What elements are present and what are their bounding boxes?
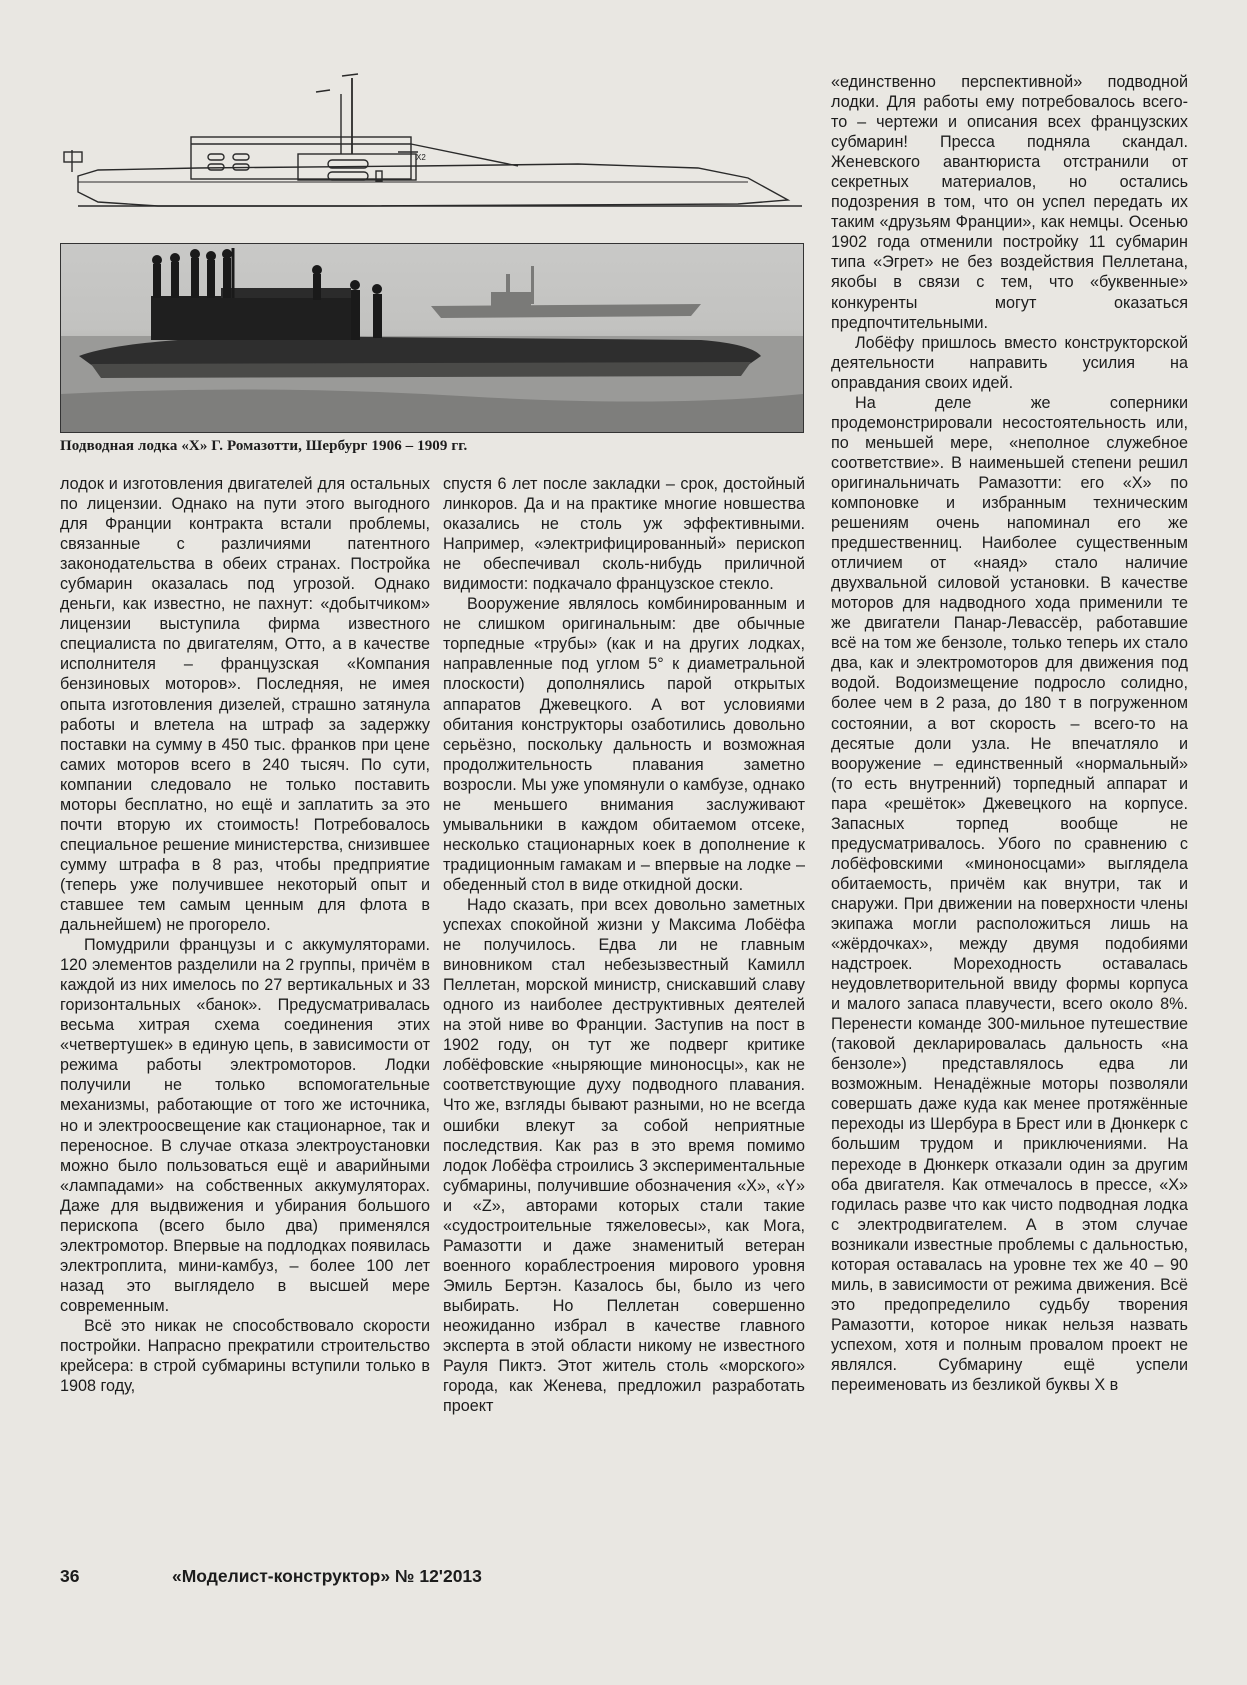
drawing-label: X2 xyxy=(416,153,426,162)
paragraph: лодок и изготовления двигателей для остальных по лицензии. Однако на пути этого выгодного для Франции контракта встали проблемы, связанные с различиями патентного законодательства в обеих странах. Постройка субмарин оказалась под угрозой. Однако деньги, как известно, не пахнут: «добытчиком» лицензии выступила фирма известного специалиста по двигателям, Отто, а в качестве исполнителя – французская «Компания бензиновых моторов». Последняя, не имея опыта изготовления дизелей, страшно затянула работы и влетела на штраф за задержку поставки на сумму в 450 тыс. франков при цене самих моторов всего в 240 тысяч. По сути, компании следовало не только поставить моторы бесплатно, но ещё и заплатить за это почти вторую их стоимость! Потребовалось специальное решение министерства, снизившее сумму штрафа в 8 раз, чтобы предприятие (теперь уже получившее некоторый опыт и ставшее тем самым ценным для флота в дальнейшем) не прогорело. xyxy=(60,475,430,935)
page-number: 36 xyxy=(60,1566,80,1586)
paragraph: спустя 6 лет после закладки – срок, достойный линкоров. Да и на практике многие новшества оказались не столь уж эффективными. Например, «электрифицированный» перископ не обеспечивал сколь-нибудь приличной видимости: подкачало французское стекло. xyxy=(443,475,805,594)
paragraph: «единственно перспективной» подводной лодки. Для работы ему потребовалось всего-то – чертежи и описания всех французских субмарин! Пресса подняла скандал. Женевского авантюриста отстранили от секретных материалов, но остались подозрения в том, что он успел передать их таким «друзьям Франции», как немцы. Осенью 1902 года отменили постройку 11 субмарин типа «Эгрет» не без воздействия Пеллетана, якобы в связи с тем, что «буквенные» конкуренты могут оказаться предпочтительными. xyxy=(831,73,1188,332)
submarine-elevation-drawing xyxy=(58,72,802,232)
figure-caption: Подводная лодка «Х» Г. Ромазотти, Шербург 1906 – 1909 гг. xyxy=(60,438,468,454)
paragraph: На деле же соперники продемонстрировали несостоятельность или, по меньшей мере, «неполное служебное соответствие». В наименьшей степени решил оригинальничать Рамазотти: его «X» по компоновке и избранным техническим решениям очень напоминал его же предшественниц. Наиболее существенным отличием от «наяд» стало наличие двухвальной силовой установки. В качестве моторов для надводного хода применили те же двигатели Панар-Левассёр, работавшие всё на том же бензоле, только теперь их стало два, как и электромоторов для движения под водой. Водоизмещение подросло солидно, более чем в 2 раза, до 180 т в погруженном состоянии, а вот скорость – всего-то на десятые доли узла. Не впечатляло и вооружение – единственный «нормальный» (то есть внутренний) торпедный аппарат и пара «решёток» Джевецкого на корпусе. Запасных торпед вообще не предусматривалось. Убого по сравнению с лобёфовскими «миноносцами» выглядела обитаемость, причём как внутри, так и снаружи. При движении на поверхности члены экипажа могли расположиться лишь на «жёрдочках», между двумя подобиями надстроек. Мореходность оставалась неудовлетворительной ввиду формы корпуса и малого запаса плавучести, всего около 8%. Перенести команде 300-мильное путешествие (таковой декларировалась дальность «на бензоле») представлялось едва ли возможным. Ненадёжные моторы позволяли совершать даже куда как менее протяжённые переходы из Шербура в Брест или в Дюнкерк с большим трудом и приключениями. На переходе в Дюнкерк отказали один за другим оба двигателя. Как отмечалось в прессе, «X» годилась разве что как чисто подводная лодка с электродвигателем. А в этом случае возникали известные проблемы с дальностью, которая оставалась на уровне тех же 40 – 90 миль, в зависимости от режима движения. Всё это предопределило судьбу творения Рамазотти, которое никак нельзя назвать успехом, хотя и полным провалом проект не являлся. Субмарину ещё успели переименовать из безликой буквы X в xyxy=(831,393,1188,1395)
text-column-1 xyxy=(60,474,430,1634)
paragraph: Лобёфу пришлось вместо конструкторской деятельности направить усилия на оправдания своих идей. xyxy=(831,333,1188,392)
submarine-photo xyxy=(60,243,804,433)
paragraph: Всё это никак не способствовало скорости постройки. Напрасно прекратили строительство крейсера: в строй субмарины вступили только в 1908 году, xyxy=(60,1316,430,1396)
text-column-2 xyxy=(443,474,805,1634)
magazine-issue: «Моделист-конструктор» № 12'2013 xyxy=(172,1566,482,1586)
paragraph: Помудрили французы и с аккумуляторами. 120 элементов разделили на 2 группы, причём в каждой из них имелось по 27 вертикальных и 33 горизонтальных «банок». Предусматривалась весьма хитрая схема соединения этих «четвертушек» в единую цепь, в зависимости от режима работы электромоторов. Лодки получили не только вспомогательные механизмы, работающие от того же источника, но и электроосвещение как стационарное, так и переносное. В случае отказа электроустановки можно было пользоваться ещё и аварийными «лампадами» на собственных аккумуляторах. Даже для выдвижения и убирания большого перископа (всего было два) применялся электромотор. Впервые на подлодках появилась электроплита, мини-камбуз, – более 100 лет назад это выглядело в высшей мере современным. xyxy=(60,936,430,1315)
paragraph: Вооружение являлось комбинированным и не слишком оригинальным: две обычные торпедные «трубы» (как и на других лодках, направленные под углом 5° к диаметральной плоскости) дополнялись парой открытых аппаратов Джевецкого. А вот условиями обитания конструкторы озаботились довольно серьёзно, поскольку дальность и возможная продолжительность плавания заметно возросли. Мы уже упомянули о камбузе, однако не меньшего внимания заслуживают умывальники в каждом обитаемом отсеке, несколько стационарных коек в дополнение к традиционным гамакам и – впервые на лодке – обеденный стол в виде откидной доски. xyxy=(443,595,805,894)
text-column-3 xyxy=(831,72,1188,1634)
paragraph: Надо сказать, при всех довольно заметных успехах спокойной жизни у Максима Лобёфа не получилось. Едва ли не главным виновником стал небезызвестный Камилл Пеллетан, морской министр, снискавший славу одного из наиболее деструктивных деятелей на этой ниве во Франции. Заступив на пост в 1902 году, он тут же подверг критике лобёфовские «ныряющие миноносцы», как не соответствующие духу подводного плавания. Что же, взгляды бывают разными, но не всегда ошибки влекут за собой неприятные последствия. Как раз в это время помимо лодок Лобёфа строились 3 экспериментальные субмарины, получившие обозначения «X», «Y» и «Z», авторами которых стали такие «судостроительные тяжеловесы», как Мога, Рамазотти и даже знаменитый ветеран военного кораблестроения мирового уровня Эмиль Бертэн. Казалось бы, было из чего выбирать. Но Пеллетан совершенно неожиданно избрал в качестве главного эксперта в этой области никому не известного Рауля Пиктэ. Этот житель столь «морского» города, как Женева, предложил разработать проект xyxy=(443,895,805,1416)
